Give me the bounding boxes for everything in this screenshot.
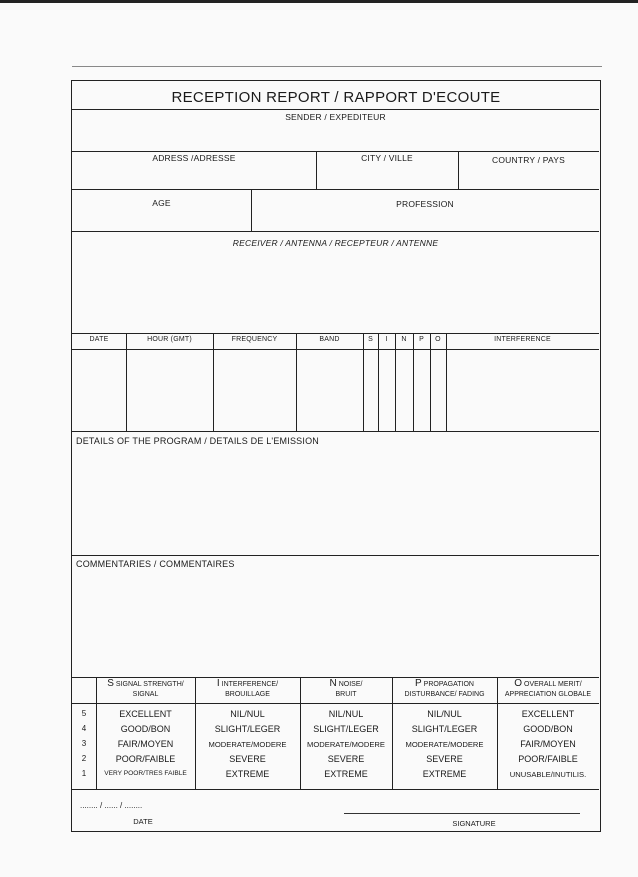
legend-cell: SEVERE — [229, 754, 266, 764]
legend-cell: EXCELLENT — [521, 709, 575, 719]
col-interference: INTERFERENCE — [494, 336, 551, 343]
col-frequency: FREQUENCY — [231, 336, 278, 343]
legend-cell: MODERATE/MODERE — [307, 740, 385, 749]
divider — [126, 333, 127, 431]
receiver-label: RECEIVER / ANTENNA / RECEPTEUR / ANTENNE — [232, 238, 439, 248]
legend-cell: NIL/NUL — [328, 709, 364, 719]
legend-cell: SEVERE — [426, 754, 463, 764]
divider — [316, 151, 317, 189]
legend-header-overall — [497, 679, 599, 700]
col-band: BAND — [319, 336, 340, 343]
divider — [72, 703, 599, 704]
legend-cell: NIL/NUL — [230, 709, 265, 719]
divider — [72, 789, 599, 790]
legend-header-noise — [300, 679, 392, 700]
legend-header-interference — [195, 679, 300, 700]
scan-top-edge — [0, 0, 638, 3]
country-label: COUNTRY / PAYS — [491, 155, 566, 165]
legend-line1: PROPAGATION — [423, 681, 474, 688]
col-p: P — [419, 336, 424, 343]
legend-header-propagation — [392, 679, 497, 700]
program-field[interactable] — [72, 449, 599, 555]
legend-line2: SIGNAL — [132, 691, 159, 698]
legend-line1: SIGNAL STRENGTH/ — [115, 681, 184, 688]
legend-rank: 3 — [81, 739, 87, 748]
legend-line2: BRUIT — [335, 691, 357, 698]
col-hour: HOUR (GMT) — [147, 336, 192, 343]
divider — [300, 677, 301, 789]
reception-report-form — [71, 80, 601, 832]
divider — [72, 151, 599, 152]
legend-rank: 5 — [81, 709, 87, 718]
comments-field[interactable] — [72, 573, 599, 677]
divider — [296, 333, 297, 431]
legend-line1: NOISE/ — [338, 681, 363, 688]
city-field[interactable] — [316, 165, 458, 189]
log-date-cell[interactable] — [72, 349, 126, 431]
legend-cell: FAIR/MOYEN — [117, 739, 174, 749]
divider — [72, 431, 599, 432]
divider — [72, 189, 599, 190]
divider — [213, 333, 214, 431]
sender-label: SENDER / EXPEDITEUR — [285, 112, 386, 122]
divider — [392, 677, 393, 789]
comments-label: COMMENTARIES / COMMENTAIRES — [76, 559, 235, 569]
divider — [378, 333, 379, 431]
legend-cell: POOR/FAIBLE — [518, 754, 578, 764]
col-n: N — [401, 336, 407, 343]
legend-rank: 4 — [81, 724, 87, 733]
log-interference-cell[interactable] — [446, 349, 599, 431]
receiver-field[interactable] — [72, 251, 599, 333]
divider — [96, 677, 97, 789]
legend-line2: BROUILLAGE — [225, 691, 270, 698]
col-date: DATE — [89, 336, 109, 343]
date-label: DATE — [133, 817, 153, 826]
city-label: CITY / VILLE — [361, 153, 413, 163]
legend-cell: MODERATE/MODERE — [405, 740, 484, 749]
profession-field[interactable] — [251, 209, 599, 231]
age-field[interactable] — [72, 209, 251, 231]
divider — [395, 333, 396, 431]
legend-line2: APPRECIATION GLOBALE — [504, 691, 592, 698]
log-frequency-cell[interactable] — [213, 349, 296, 431]
divider — [72, 333, 599, 334]
program-label: DETAILS OF THE PROGRAM / DETAILS DE L'EMISSION — [76, 436, 319, 446]
legend-cell: VERY POOR/TRES FAIBLE — [104, 770, 187, 777]
legend-letter: O — [514, 678, 523, 689]
legend-cell: POOR/FAIBLE — [115, 754, 176, 764]
country-field[interactable] — [458, 165, 599, 189]
col-i: I — [385, 336, 388, 343]
profession-label: PROFESSION — [396, 199, 454, 209]
signature-label: SIGNATURE — [452, 819, 496, 828]
legend-letter: N — [329, 678, 337, 689]
top-rule — [72, 66, 602, 67]
legend-header-signal — [96, 679, 195, 700]
legend-cell: EXTREME — [324, 769, 368, 779]
divider — [497, 677, 498, 789]
legend-letter: S — [107, 678, 114, 689]
divider — [413, 333, 414, 431]
date-blank[interactable]: ........ / ...... / ........ — [80, 801, 143, 810]
legend-cell: SLIGHT/LEGER — [411, 724, 478, 734]
signature-field[interactable] — [344, 795, 580, 813]
address-field[interactable] — [72, 165, 316, 189]
divider — [195, 677, 196, 789]
col-o: O — [435, 336, 441, 343]
divider — [72, 555, 599, 556]
divider — [251, 189, 252, 231]
legend-cell: EXTREME — [422, 769, 467, 779]
form-title: RECEPTION REPORT / RAPPORT D'ECOUTE — [171, 89, 501, 106]
legend-line1: OVERALL MERIT/ — [524, 681, 582, 688]
address-label: ADRESS /ADRESSE — [152, 153, 236, 163]
legend-line2: DISTURBANCE/ FADING — [404, 691, 485, 698]
legend-letter: P — [415, 678, 422, 689]
legend-rank: 1 — [81, 769, 87, 778]
legend-cell: FAIR/MOYEN — [520, 739, 576, 749]
legend-rank: 2 — [81, 754, 87, 763]
legend-cell: GOOD/BON — [523, 724, 573, 734]
divider — [458, 151, 459, 189]
legend-cell: SEVERE — [327, 754, 365, 764]
legend-line1: INTERFERENCE/ — [221, 681, 279, 688]
legend-cell: SLIGHT/LEGER — [313, 724, 379, 734]
signature-line — [344, 813, 580, 814]
legend-cell: NIL/NUL — [427, 709, 462, 719]
divider — [72, 231, 599, 232]
log-hour-cell[interactable] — [126, 349, 213, 431]
col-s: S — [368, 336, 373, 343]
legend-cell: SLIGHT/LEGER — [214, 724, 281, 734]
age-label: AGE — [152, 198, 171, 208]
legend-letter: I — [216, 678, 220, 689]
sender-field[interactable] — [72, 123, 599, 151]
log-band-cell[interactable] — [296, 349, 363, 431]
divider — [72, 109, 599, 110]
divider — [446, 333, 447, 431]
divider — [363, 333, 364, 431]
legend-cell: EXCELLENT — [119, 709, 172, 719]
legend-cell: EXTREME — [225, 769, 270, 779]
legend-cell: GOOD/BON — [120, 724, 171, 734]
legend-cell: MODERATE/MODERE — [208, 740, 287, 749]
legend-cell: UNUSABLE/INUTILIS. — [509, 770, 587, 779]
divider — [430, 333, 431, 431]
